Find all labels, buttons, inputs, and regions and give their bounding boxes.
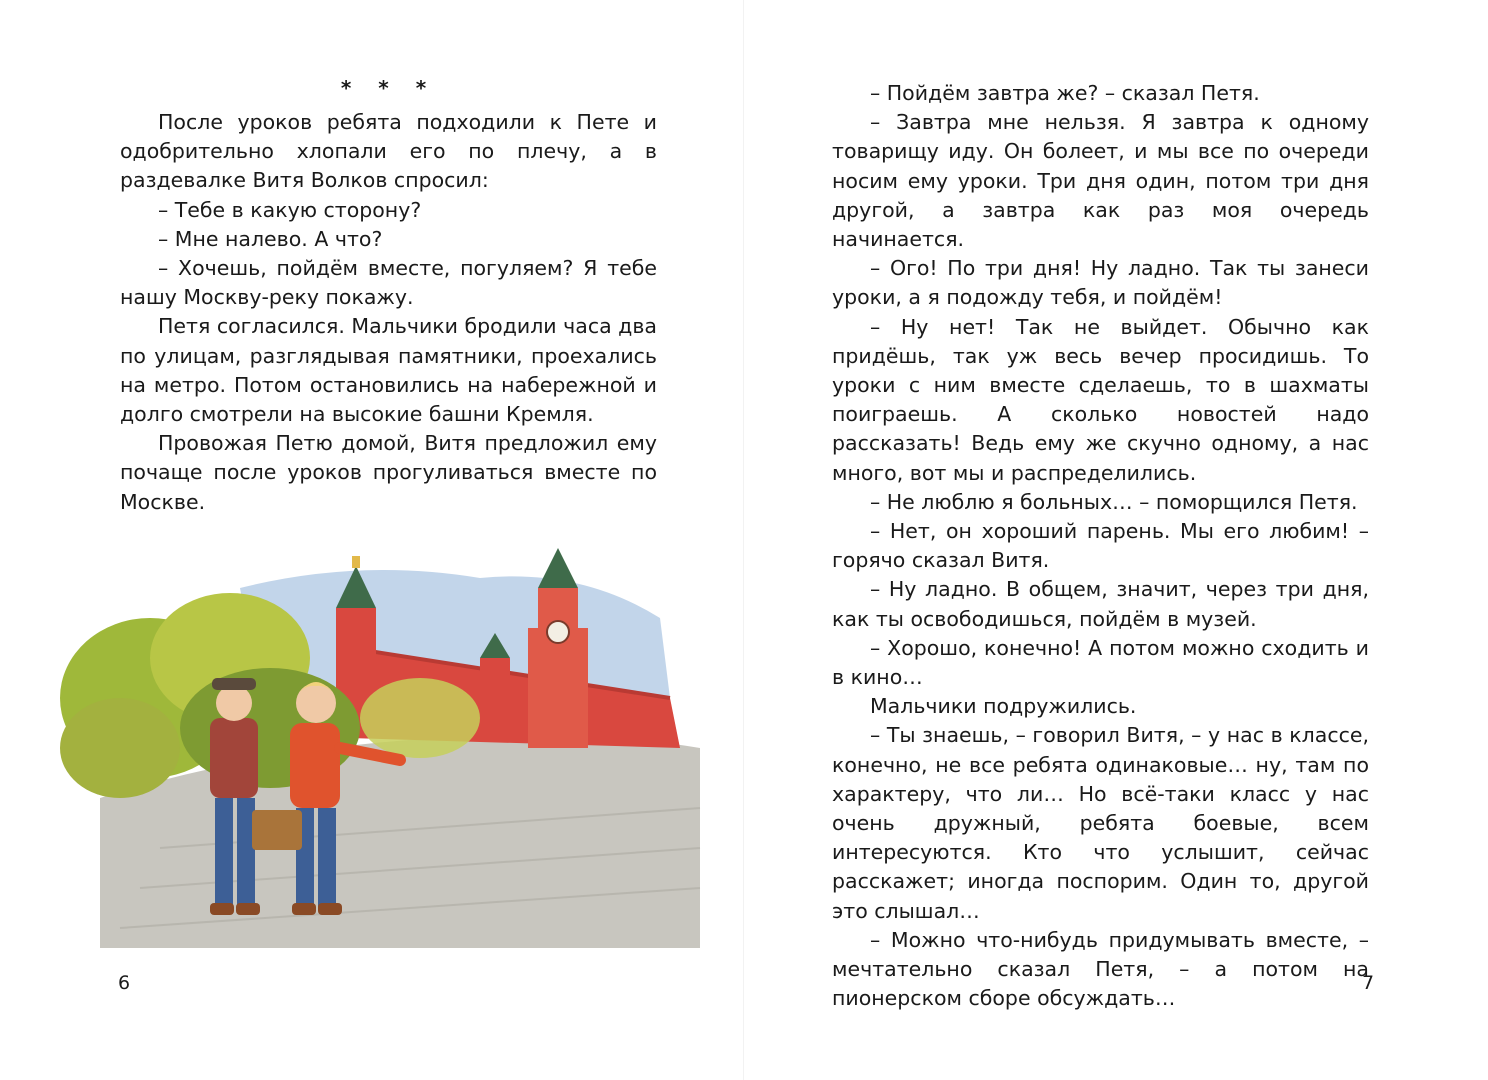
paragraph: Мальчики подружились. [870,694,1137,719]
paragraph: – Ого! По три дня! Ну ладно. Так ты занеси уроки, а я подожду тебя, и пойдём! [832,256,1369,310]
right-page-text [832,79,1369,1014]
paragraph: Петя согласился. Мальчики бродили часа два по улицам, разглядывая памятники, проехались на метро. Потом остановились на набережной и долго смотрели на высокие башни Кремля. [120,314,657,427]
paragraph: – Тебе в какую сторону? [158,197,422,222]
paragraph: – Ты знаешь, – говорил Витя, – у нас в классе, конечно, не все ребята одинаковые… ну, там по характеру, что ли… Но всё-таки класс у нас очень дружный, ребята боевые, всем интересуются. Кто что услышит, сейчас расскажет; иногда поспорим. Один то, другой это слышал… [832,723,1369,923]
paragraph: – Хочешь, пойдём вместе, погуляем? Я тебе нашу Москву-реку покажу. [120,256,657,310]
page-number: 7 [1362,972,1375,994]
paragraph: – Хорошо, конечно! А потом можно сходить и в кино… [832,635,1369,690]
paragraph: – Нет, он хороший парень. Мы его любим! – горячо сказал Витя. [832,519,1369,573]
paragraph: – Можно что-нибудь придумывать вместе, – мечтательно сказал Петя, – а потом на пионерском сборе обсуждать… [832,927,1369,1011]
paragraph: – Завтра мне нельзя. Я завтра к одному товарищу иду. Он болеет, и мы все по очереди носим ему уроки. Три дня один, потом три дня другой, а завтра как раз моя очередь начинается. [832,110,1369,252]
paragraph: – Не люблю я больных… – поморщился Петя. [870,489,1358,514]
section-separator: * * * [340,76,437,100]
page-number: 6 [118,972,131,994]
paragraph: После уроков ребята подходили к Пете и одобрительно хлопали его по плечу, а в раздевалке Витя Волков спросил: [120,110,657,193]
right-page [744,0,1488,1080]
paragraph: – Пойдём завтра же? – сказал Петя. [870,81,1260,105]
paragraph: – Ну нет! Так не выйдет. Обычно как придёшь, так уж весь вечер просидишь. То уроки с ним вместе сделаешь, то в шахматы поиграешь. А сколько новостей надо рассказать! Ведь ему же скучно одному, а нас много, вот мы и распределились. [832,314,1369,485]
kremlin-illustration [60,548,710,948]
left-page-text [120,108,657,517]
paragraph: Провожая Петю домой, Витя предложил ему почаще после уроков прогуливаться вместе по Москве. [120,431,657,514]
paragraph: – Ну ладно. В общем, значит, через три дня, как ты освободишься, пойдём в музей. [832,577,1369,631]
paragraph: – Мне налево. А что? [158,226,383,251]
